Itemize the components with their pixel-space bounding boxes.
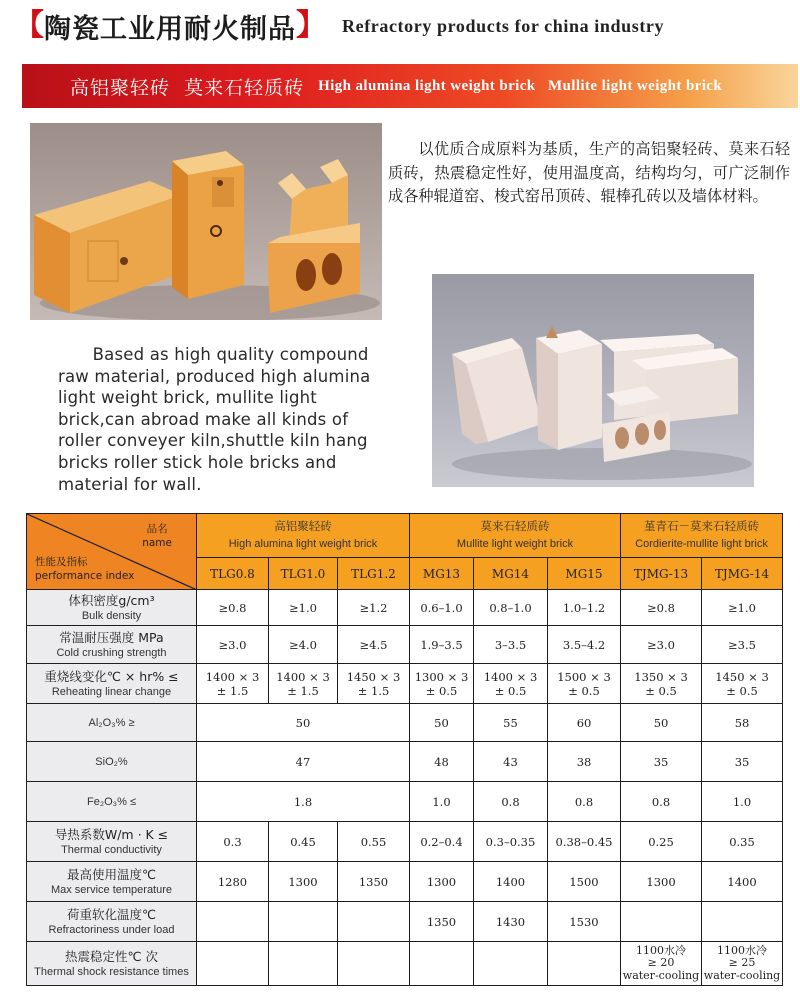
row-label-cn: 体积密度g/cm³ [68,592,155,608]
corner-perf-en: performance index [35,570,135,582]
table-cell: 47 [197,742,410,782]
row-label-en: Refractoriness under load [48,923,175,936]
row-label-cn: 常温耐压强度 MPa [59,629,164,645]
table-cell [197,902,269,942]
table-cell: 35 [621,742,702,782]
row-label [27,782,197,822]
title-bracket-open: 【 [14,8,44,43]
table-cell [702,902,783,942]
table-cell: 0.25 [621,822,702,862]
table-cell: ≥3.5 [702,626,783,664]
row-label-en: Cold crushing strength [56,646,167,659]
page-header [14,8,794,44]
corner-name-cn: 品名 [146,523,168,535]
table-cell: 1450 × 3 ± 1.5 [338,664,410,704]
page-title-en: Refractory products for china industry [342,15,665,36]
row-label [27,742,197,782]
grade-code: TJMG-14 [702,558,783,590]
table-cell [338,902,410,942]
corner-perf-cn: 性能及指标 [35,556,88,568]
grade-code: MG13 [410,558,474,590]
row-label-en: Thermal shock resistance times [34,965,189,978]
table-cell: 58 [702,704,783,742]
page-title-cn: 陶瓷工业用耐火制品 [44,13,296,45]
row-label [27,902,197,942]
table-cell: ≥3.0 [197,626,269,664]
table-cell: 0.55 [338,822,410,862]
table-cell: 60 [548,704,621,742]
white-bricks-photo [432,274,754,487]
row-label-en: Reheating linear change [51,685,172,698]
table-row-al2o3 [27,704,783,742]
group-en: Cordierite-mullite light brick [635,538,768,550]
table-cell: 1400 [474,862,548,902]
table-cell: 38 [548,742,621,782]
row-label-cn: 最高使用温度℃ [66,866,157,882]
table-cell: 43 [474,742,548,782]
row-label [27,664,197,704]
table-cell: 0.8 [474,782,548,822]
table-cell: 0.6–1.0 [410,590,474,626]
table-cell: 1400 [702,862,783,902]
table-cell [269,942,338,986]
group-cn: 堇青石－莫来石轻质砖 [644,519,760,533]
row-label [27,590,197,626]
table-cell: 1450 × 3 ± 0.5 [702,664,783,704]
spec-table [26,513,783,986]
group-cn: 莫来石轻质砖 [480,519,550,533]
table-cell: 0.3 [197,822,269,862]
table-cell: 0.3–0.35 [474,822,548,862]
table-cell: 1.0 [410,782,474,822]
table-row-reheating [27,664,783,704]
table-cell: ≥0.8 [621,590,702,626]
table-cell: 3.5–4.2 [548,626,621,664]
table-cell: 55 [474,704,548,742]
product-banner [22,64,798,108]
row-label-cn: 重烧线变化℃ × hr% ≤ [44,668,179,684]
row-label [27,822,197,862]
table-cell: ≥4.0 [269,626,338,664]
table-cell [197,942,269,986]
table-cell: ≥1.2 [338,590,410,626]
table-cell: 1300 [269,862,338,902]
table-cell: ≥1.0 [269,590,338,626]
table-row-sio2 [27,742,783,782]
table-cell: 1300 × 3 ± 0.5 [410,664,474,704]
title-bracket-close: 】 [296,8,326,43]
table-cell: ≥0.8 [197,590,269,626]
table-cell: 1300 [410,862,474,902]
corner-perf-label [35,555,134,583]
table-cell: 35 [702,742,783,782]
row-label-en: Thermal conductivity [61,843,162,856]
table-cell: 1350 [338,862,410,902]
table-cell: ≥3.0 [621,626,702,664]
table-cell: ≥1.0 [702,590,783,626]
table-cell: 1.8 [197,782,410,822]
group-en: Mullite light weight brick [456,538,574,550]
table-cell: 1.9–3.5 [410,626,474,664]
row-label [27,942,197,986]
table-cell: 1300 [621,862,702,902]
table-cell: 1350 [410,902,474,942]
table-row-refractoriness [27,902,783,942]
table-cell [338,942,410,986]
description-en: Based as high quality compound raw material, produced high alumina light weight brick, mullite light brick,can abroad make all kinds of roller conveyer kiln,shuttle kiln hang bricks roller stick hole bricks and material for wall. [58,345,371,494]
row-label-cn: 热震稳定性℃ 次 [64,948,158,964]
row-label-cn: 荷重软化温度℃ [66,906,157,922]
table-cell [621,902,702,942]
table-cell: 3–3.5 [474,626,548,664]
table-cell: 1400 × 3 ± 1.5 [197,664,269,704]
grade-code: MG15 [548,558,621,590]
table-cell: 0.38–0.45 [548,822,621,862]
table-row-max-service-temp [27,862,783,902]
banner-title-en: High alumina light weight brick Mullite light weight brick [318,77,723,94]
group-cn: 高铝聚轻砖 [274,519,332,533]
table-cell: 1100水冷 ≥ 25 water-cooling [702,942,783,986]
row-label-en: Fe₂O₃% ≤ [86,795,137,808]
grade-code: TJMG-13 [621,558,702,590]
row-label-en: Max service temperature [50,883,173,896]
table-cell: 1500 [548,862,621,902]
table-cell: 50 [621,704,702,742]
table-cell: 0.8 [621,782,702,822]
row-label-en: SiO₂% [95,755,128,768]
row-label-cn: 导热系数W/m · K ≤ [54,826,169,842]
row-label [27,626,197,664]
table-cell: 0.2–0.4 [410,822,474,862]
table-cell: 1400 × 3 ± 1.5 [269,664,338,704]
table-cell: 1530 [548,902,621,942]
table-cell [548,942,621,986]
table-row-thermal-shock [27,942,783,986]
table-cell: 1.0–1.2 [548,590,621,626]
table-cell: 1100水冷 ≥ 20 water-cooling [621,942,702,986]
table-row-fe2o3 [27,782,783,822]
table-cell: 0.35 [702,822,783,862]
white-bricks-illustration [432,274,754,487]
row-label [27,862,197,902]
table-corner-cell [27,514,197,590]
table-cell [269,902,338,942]
table-cell [474,942,548,986]
corner-name-label [142,522,172,550]
description-cn: 以优质合成原料为基质，生产的高铝聚轻砖、莫来石轻质砖，热震稳定性好，使用温度高，结构均匀，可广泛制作成各种辊道窑、梭式窑吊顶砖、辊棒孔砖以及墙体材料。 [388,140,790,205]
banner-title-cn: 高铝聚轻砖 莫来石轻质砖 [70,76,305,99]
table-cell: 0.8–1.0 [474,590,548,626]
corner-name-en: name [142,537,172,549]
table-cell: 1500 × 3 ± 0.5 [548,664,621,704]
table-row-bulk-density [27,590,783,626]
group-header-mullite [410,514,621,558]
row-label-en: Al₂O₃% ≥ [88,716,135,729]
table-row-thermal-conductivity [27,822,783,862]
table-cell: 1.0 [702,782,783,822]
row-label [27,704,197,742]
grade-code: TLG1.2 [338,558,410,590]
table-cell: 1400 × 3 ± 0.5 [474,664,548,704]
group-header-cordierite [621,514,783,558]
grade-code: MG14 [474,558,548,590]
grade-code: TLG1.0 [269,558,338,590]
grade-code: TLG0.8 [197,558,269,590]
table-cell: 48 [410,742,474,782]
table-cell [410,942,474,986]
table-cell: 1350 × 3 ± 0.5 [621,664,702,704]
table-cell: 0.8 [548,782,621,822]
yellow-bricks-illustration [30,123,382,320]
table-cell: 1430 [474,902,548,942]
group-en: High alumina light weight brick [228,538,378,550]
table-cell: 1280 [197,862,269,902]
table-row-cold-crushing [27,626,783,664]
group-header-high-alumina [197,514,410,558]
table-cell: 50 [197,704,410,742]
table-cell: 50 [410,704,474,742]
table-cell: ≥4.5 [338,626,410,664]
table-cell: 0.45 [269,822,338,862]
table-group-header-row [27,514,783,558]
yellow-bricks-photo [30,123,382,320]
row-label-en: Bulk density [81,609,142,622]
